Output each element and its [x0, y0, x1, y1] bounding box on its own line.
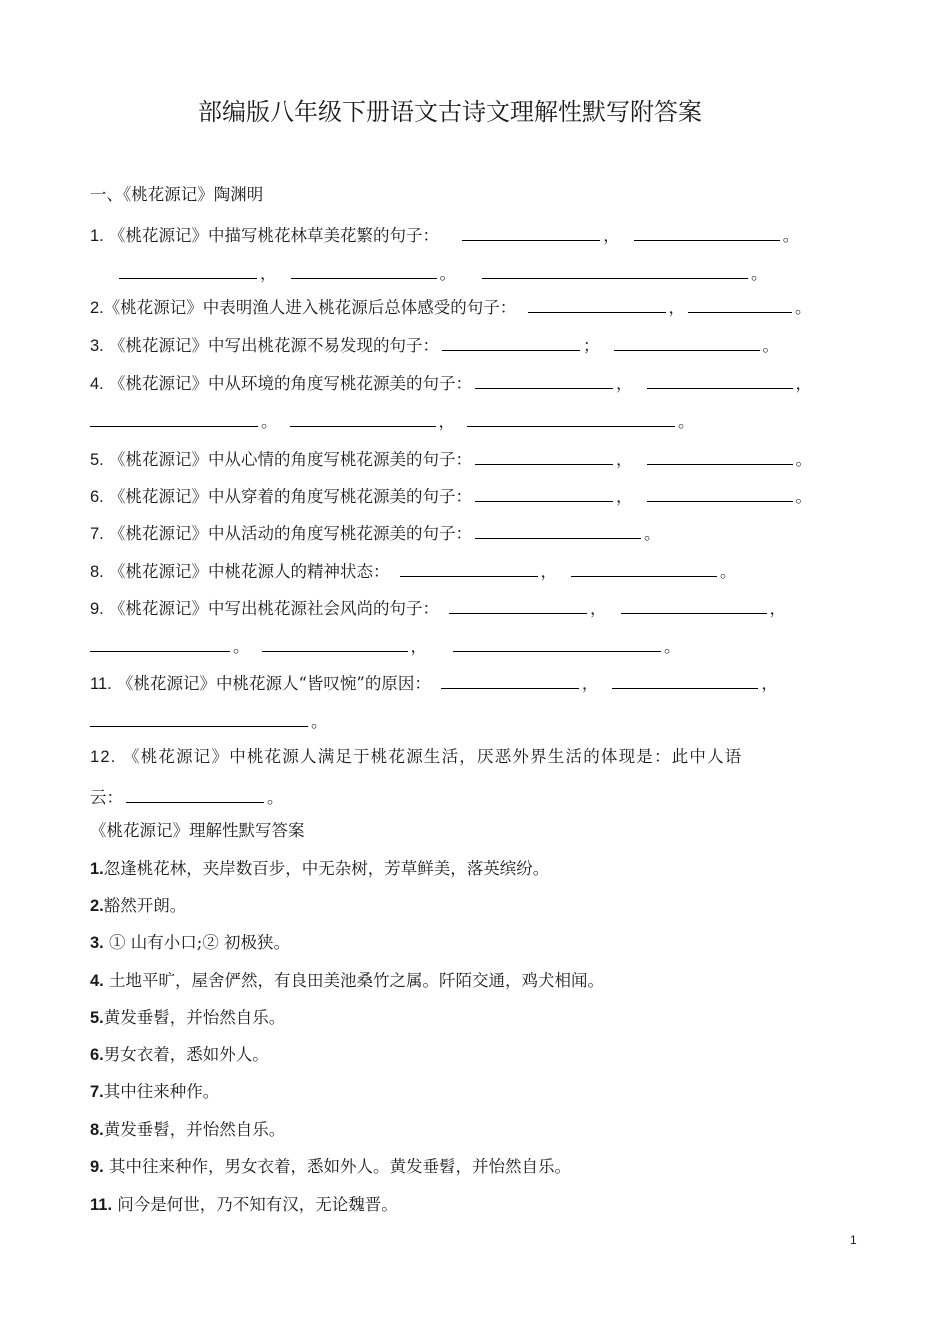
answer-blank[interactable] — [647, 448, 793, 465]
question-6: 6. 《桃花源记》中从穿着的角度写桃花源美的句子： ， 。 — [90, 487, 813, 506]
answer-number: 9. — [90, 1158, 104, 1176]
question-number: 12. — [90, 748, 117, 766]
question-number: 1. — [90, 227, 104, 245]
answer-item — [90, 1044, 269, 1066]
answer-number: 7. — [90, 1083, 104, 1101]
answer-text: 男女衣着，悉如外人。 — [103, 1045, 269, 1064]
question-3: 3. 《桃花源记》中写出桃花源不易发现的句子： ； 。 — [90, 336, 780, 355]
answer-blank[interactable] — [441, 672, 579, 689]
answer-text: 其中往来种作。 — [103, 1082, 220, 1101]
answer-item — [90, 970, 604, 992]
answer-blank[interactable] — [90, 410, 258, 427]
question-9-continued: 。 ， 。 — [90, 635, 681, 658]
answer-blank[interactable] — [453, 635, 661, 652]
answer-text: 豁然开朗。 — [103, 896, 187, 915]
question-text: 《桃花源记》中桃花源人满足于桃花源生活，厌恶外界生活的体现是：此中人语 — [123, 747, 743, 766]
answer-item — [90, 1194, 398, 1216]
question-number: 4. — [90, 375, 104, 393]
answer-blank[interactable] — [647, 372, 793, 389]
answer-blank[interactable] — [290, 410, 436, 427]
answer-blank[interactable] — [126, 786, 264, 803]
answer-blank[interactable] — [612, 672, 758, 689]
question-text: 《桃花源记》中写出桃花源社会风尚的句子： — [109, 599, 440, 618]
answer-blank[interactable] — [90, 710, 308, 727]
answer-text: 其中往来种作，男女衣着，悉如外人。黄发垂髫，并怡然自乐。 — [103, 1157, 572, 1176]
answer-item — [90, 1156, 571, 1178]
answer-number: 3. — [90, 934, 104, 952]
answer-blank[interactable] — [688, 296, 792, 313]
answer-item — [90, 1119, 285, 1141]
question-text: 《桃花源记》中描写桃花林草美花繁的句子： — [109, 226, 440, 245]
question-number: 2. — [90, 299, 104, 317]
answer-number: 11. — [90, 1196, 113, 1214]
answer-blank[interactable] — [621, 597, 767, 614]
answer-blank[interactable] — [482, 262, 748, 279]
question-text: 《桃花源记》中表明渔人进入桃花源后总体感受的句子： — [103, 298, 517, 317]
answer-blank[interactable] — [614, 334, 760, 351]
question-7: 7. 《桃花源记》中从活动的角度写桃花源美的句子： 。 — [90, 524, 661, 543]
answers-heading: 《桃花源记》理解性默写答案 — [90, 821, 305, 840]
question-number: 5. — [90, 451, 104, 469]
document-title: 部编版八年级下册语文古诗文理解性默写附答案 — [198, 98, 702, 126]
answer-text: 黄发垂髫，并怡然自乐。 — [103, 1120, 286, 1139]
answer-blank[interactable] — [262, 635, 408, 652]
answer-blank[interactable] — [467, 410, 675, 427]
answer-blank[interactable] — [475, 485, 613, 502]
question-4: 4. 《桃花源记》中从环境的角度写桃花源美的句子： ， ， — [90, 374, 813, 393]
answer-number: 1. — [90, 860, 104, 878]
answer-text: 土地平旷，屋舍俨然，有良田美池桑竹之属。阡陌交通，鸡犬相闻。 — [103, 971, 605, 990]
question-12 — [90, 746, 743, 768]
question-number: 6. — [90, 488, 104, 506]
answer-item — [90, 895, 186, 917]
answer-item — [90, 1007, 285, 1029]
question-1: 1. 《桃花源记》中描写桃花林草美花繁的句子： ， 。 — [90, 226, 800, 245]
answer-number: 5. — [90, 1009, 104, 1027]
question-number: 3. — [90, 337, 104, 355]
question-12-continued: 云： 。 — [90, 788, 284, 807]
question-11: 11. 《桃花源记》中桃花源人“皆叹惋”的原因： ， ， — [90, 674, 778, 693]
page-number: 1 — [850, 1233, 857, 1247]
question-4-continued: 。 ， 。 — [90, 410, 695, 433]
question-5: 5. 《桃花源记》中从心情的角度写桃花源美的句子： ， 。 — [90, 450, 813, 469]
question-text: 《桃花源记》中从穿着的角度写桃花源美的句子： — [109, 487, 473, 506]
question-text-continued: 云： — [90, 788, 123, 807]
answer-item — [90, 1081, 219, 1103]
answer-text: ① 山有小口;② 初极狭。 — [103, 933, 291, 952]
answer-blank[interactable] — [442, 334, 580, 351]
answer-blank[interactable] — [475, 448, 613, 465]
question-text: 《桃花源记》中桃花源人“皆叹惋”的原因： — [116, 674, 431, 693]
question-text: 《桃花源记》中从心情的角度写桃花源美的句子： — [109, 450, 473, 469]
answer-blank[interactable] — [475, 372, 613, 389]
question-number: 7. — [90, 525, 104, 543]
question-number: 11. — [90, 675, 112, 693]
question-text: 《桃花源记》中桃花源人的精神状态： — [109, 562, 390, 581]
answer-blank[interactable] — [571, 560, 717, 577]
section-heading: 一、《桃花源记》陶渊明 — [90, 185, 264, 204]
answer-number: 2. — [90, 897, 104, 915]
answer-blank[interactable] — [528, 296, 666, 313]
answer-blank[interactable] — [291, 262, 437, 279]
answer-blank[interactable] — [449, 597, 587, 614]
answer-blank[interactable] — [90, 635, 230, 652]
answer-blank[interactable] — [475, 522, 641, 539]
question-11-continued: 。 — [90, 710, 328, 733]
answer-item — [90, 932, 290, 954]
answer-number: 4. — [90, 972, 104, 990]
answer-text: 问今是何世，乃不知有汉，无论魏晋。 — [112, 1195, 398, 1214]
answer-blank[interactable] — [462, 224, 600, 241]
answer-blank[interactable] — [119, 262, 257, 279]
question-text: 《桃花源记》中从环境的角度写桃花源美的句子： — [109, 374, 473, 393]
answer-blank[interactable] — [400, 560, 538, 577]
question-9: 9. 《桃花源记》中写出桃花源社会风尚的句子： ， ， — [90, 599, 787, 618]
question-1-continued: ， 。 。 — [116, 262, 768, 285]
question-number: 8. — [90, 563, 104, 581]
answer-number: 8. — [90, 1121, 104, 1139]
answer-number: 6. — [90, 1046, 104, 1064]
answer-item — [90, 858, 549, 880]
question-2: 2.《桃花源记》中表明渔人进入桃花源后总体感受的句子： ， 。 — [90, 298, 812, 317]
answer-blank[interactable] — [647, 485, 793, 502]
answer-text: 黄发垂髫，并怡然自乐。 — [103, 1008, 286, 1027]
question-number: 9. — [90, 600, 104, 618]
answer-blank[interactable] — [634, 224, 780, 241]
question-text: 《桃花源记》中从活动的角度写桃花源美的句子： — [109, 524, 473, 543]
question-text: 《桃花源记》中写出桃花源不易发现的句子： — [109, 336, 440, 355]
answer-text: 忽逢桃花林，夹岸数百步，中无杂树，芳草鲜美，落英缤纷。 — [103, 859, 550, 878]
question-8: 8. 《桃花源记》中桃花源人的精神状态： ， 。 — [90, 562, 737, 581]
